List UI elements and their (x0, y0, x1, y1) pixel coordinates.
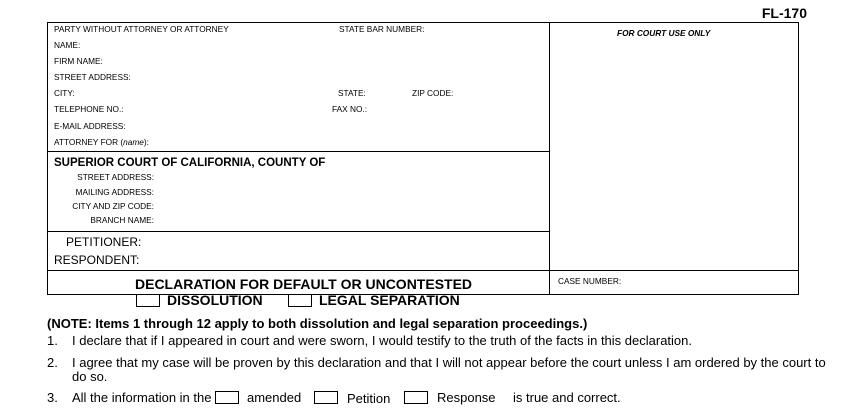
court-street-label: STREET ADDRESS: (77, 172, 154, 182)
court-parties-divider (47, 231, 549, 232)
form-number: FL-170 (761, 5, 807, 21)
respondent-label: RESPONDENT: (54, 253, 140, 267)
zip-code-label: ZIP CODE: (412, 88, 454, 98)
state-bar-label: STATE BAR NUMBER: (339, 24, 425, 34)
court-mailing-label: MAILING ADDRESS: (75, 187, 154, 197)
petition-checkbox[interactable] (314, 391, 338, 404)
attorney-for-label: ATTORNEY FOR (name): (54, 137, 149, 147)
response-label: Response (437, 390, 496, 405)
court-title: SUPERIOR COURT OF CALIFORNIA, COUNTY OF (54, 157, 326, 169)
note-text: (NOTE: Items 1 through 12 apply to both dissolution and legal separation proceedings.) (47, 316, 588, 331)
email-label: E-MAIL ADDRESS: (54, 121, 126, 131)
item-2-text-line1: I agree that my case will be proven by this declaration and that I will not appear before the court unless I am ordered by the court to (72, 355, 826, 370)
dissolution-label: DISSOLUTION (167, 292, 263, 308)
declaration-title: DECLARATION FOR DEFAULT OR UNCONTESTED (135, 276, 473, 292)
item-1-number: 1. (47, 333, 58, 348)
fax-label: FAX NO.: (332, 104, 368, 114)
item-1-text: I declare that if I appeared in court and were sworn, I would testify to the truth of the facts in this declaration. (72, 333, 693, 348)
telephone-label: TELEPHONE NO.: (54, 104, 124, 114)
amended-checkbox[interactable] (215, 391, 239, 404)
petition-label: Petition (347, 391, 391, 406)
court-branch-label: BRANCH NAME: (90, 215, 154, 225)
item-2-text-line2: do so. (72, 369, 108, 384)
dissolution-checkbox[interactable] (136, 294, 160, 307)
court-use-label: FOR COURT USE ONLY (617, 28, 711, 38)
legal-separation-label: LEGAL SEPARATION (319, 292, 460, 308)
state-label: STATE: (338, 88, 366, 98)
name-label: NAME: (54, 40, 81, 50)
street-address-label: STREET ADDRESS: (54, 72, 131, 82)
court-use-divider (549, 22, 550, 295)
response-checkbox[interactable] (404, 391, 428, 404)
attorney-court-divider (47, 151, 549, 152)
legal-separation-checkbox[interactable] (288, 294, 312, 307)
amended-label: amended (247, 390, 302, 405)
case-number-label: CASE NUMBER: (558, 276, 622, 286)
parties-declaration-divider (47, 270, 799, 271)
party-attorney-label: PARTY WITHOUT ATTORNEY OR ATTORNEY (54, 24, 229, 34)
court-city-zip-label: CITY AND ZIP CODE: (72, 201, 154, 211)
item-3-number: 3. (47, 390, 58, 405)
firm-name-label: FIRM NAME: (54, 56, 103, 66)
item-3-text: All the information in the (72, 390, 212, 405)
petitioner-label: PETITIONER: (66, 235, 142, 249)
city-label: CITY: (54, 88, 75, 98)
item-3-end-text: is true and correct. (513, 390, 621, 405)
item-2-number: 2. (47, 355, 58, 370)
